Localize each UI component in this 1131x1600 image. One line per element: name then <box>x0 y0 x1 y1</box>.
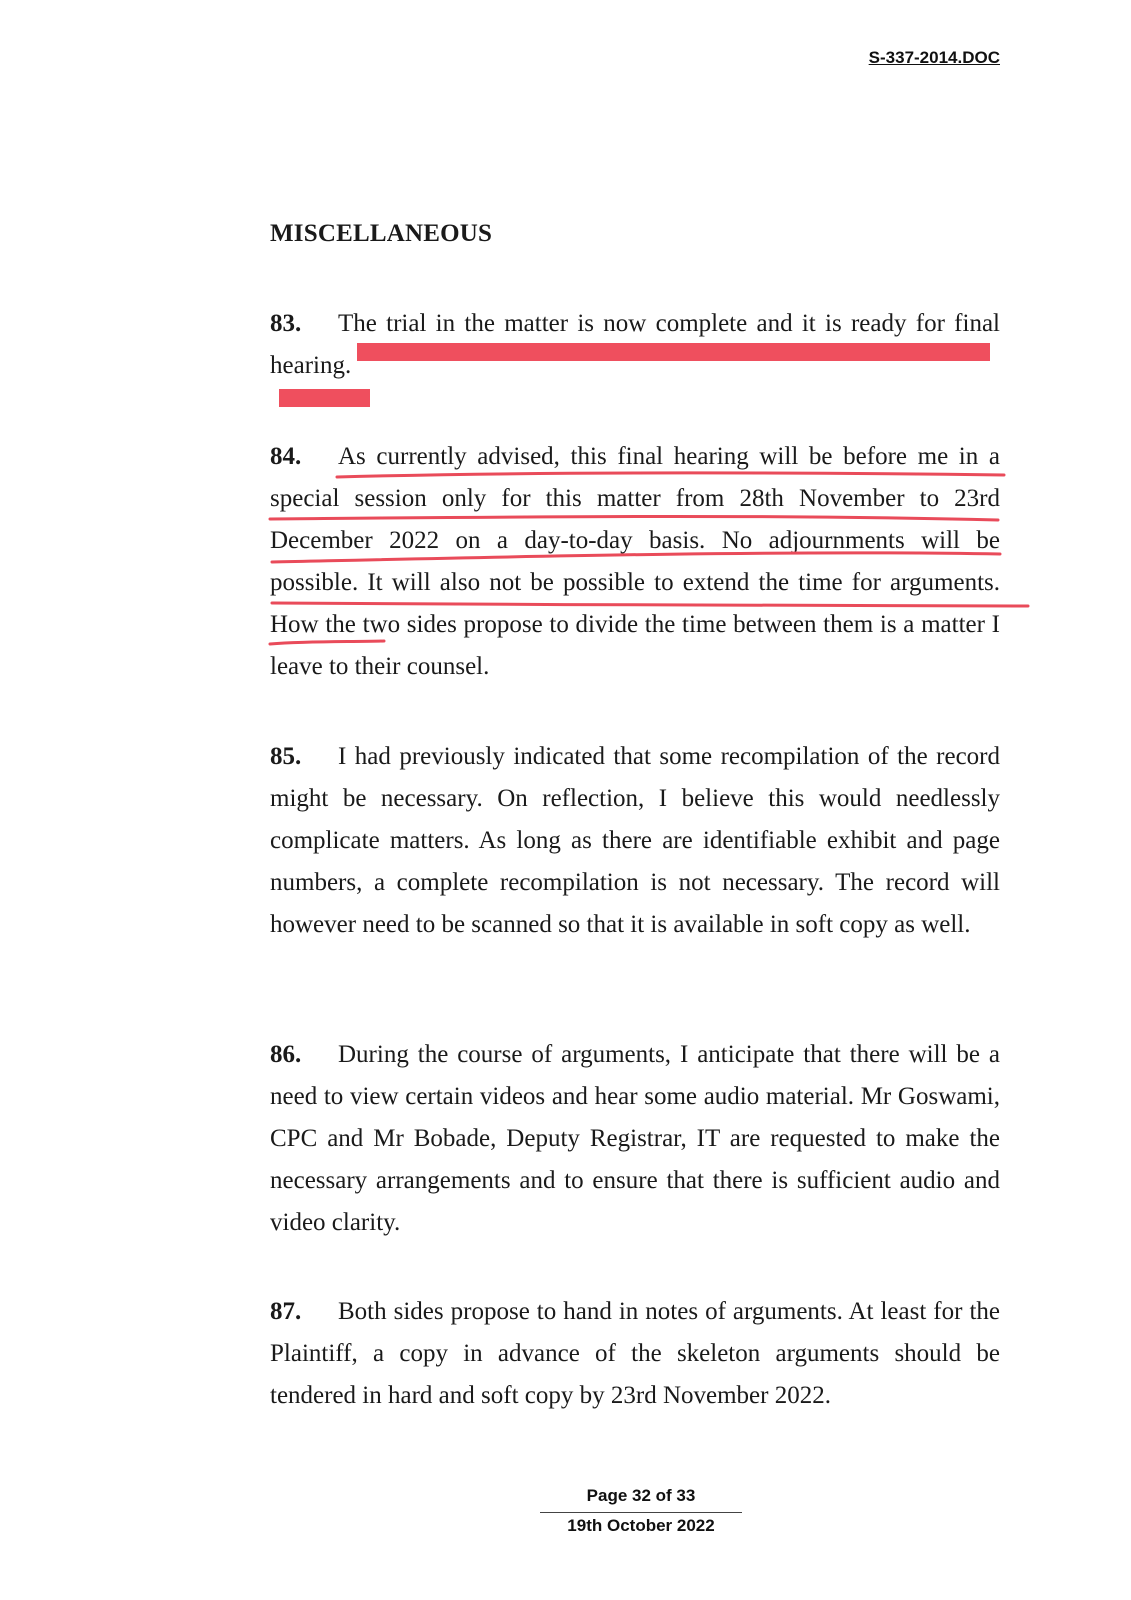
paragraph-87 <box>270 1291 1000 1417</box>
paragraph-85 <box>270 736 1000 946</box>
paragraph-text: Both sides propose to hand in notes of arguments. At least for the Plaintiff, a copy in advance of the skeleton arguments should be tendered in hard and soft copy by 23rd November 2022. <box>270 1298 1000 1409</box>
section-heading: MISCELLANEOUS <box>270 220 493 247</box>
paragraph-text: During the course of arguments, I anticipate that there will be a need to view certain videos and hear some audio material. Mr Goswami, CPC and Mr Bobade, Deputy Registrar, IT are requested to make the necessary arrangements and to ensure that there is sufficient audio and video clarity. <box>270 1041 1000 1236</box>
paragraph-number: 86. <box>270 1041 302 1068</box>
footer-date: 19th October 2022 <box>567 1516 715 1535</box>
paragraph-83 <box>270 303 1000 387</box>
highlight-bar <box>279 389 370 407</box>
footer-divider <box>540 1512 742 1513</box>
document-reference: S-337-2014.DOC <box>868 48 1000 67</box>
paragraph-text: The trial in the matter is now complete and it is ready for final hearing. <box>270 310 1000 379</box>
paragraph-84 <box>270 436 1000 688</box>
page-number: Page 32 of 33 <box>586 1486 696 1505</box>
paragraph-text: As currently advised, this final hearing will be before me in a special session only for this matter from 28th November to 23rd December 2022 on a day-to-day basis. No adjournments will be possible. It will also not be possible to extend the time for arguments. How the two sides propose to divide the time between them is a matter I leave to their counsel. <box>270 443 1000 680</box>
paragraph-86 <box>270 1034 1000 1244</box>
paragraph-number: 85. <box>270 743 302 770</box>
paragraph-number: 87. <box>270 1298 302 1325</box>
paragraph-number: 84. <box>270 443 302 470</box>
paragraph-number: 83. <box>270 310 302 337</box>
paragraph-text: I had previously indicated that some recompilation of the record might be necessary. On reflection, I believe this would needlessly complicate matters. As long as there are identifiable exhibit and page numbers, a complete recompilation is not necessary. The record will however need to be scanned so that it is available in soft copy as well. <box>270 743 1000 938</box>
